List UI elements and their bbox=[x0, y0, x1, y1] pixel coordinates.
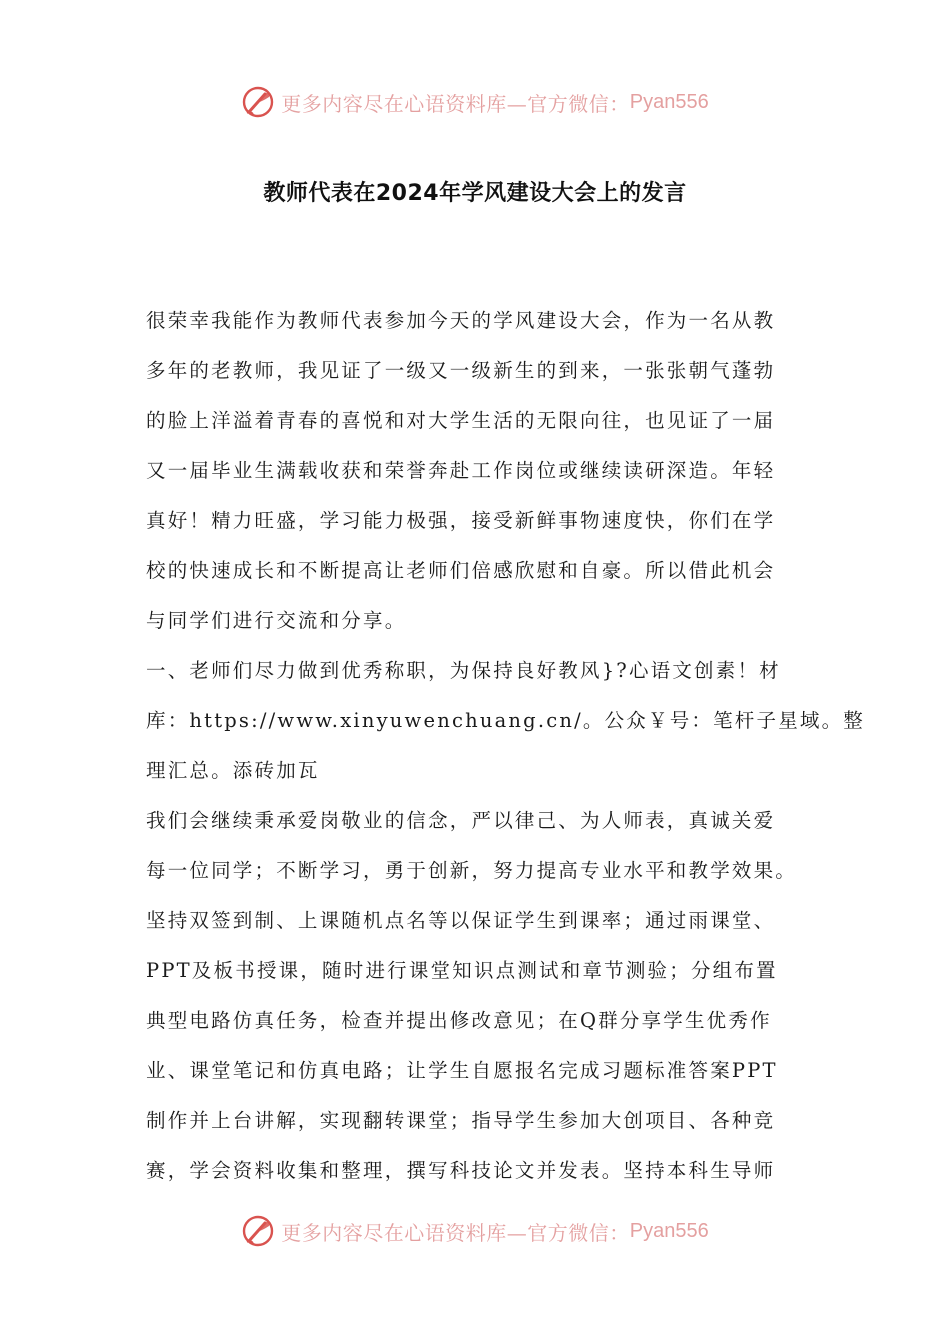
body-line: 多年的老教师，我见证了一级又一级新生的到来，一张张朝气蓬勃 bbox=[146, 359, 776, 382]
body-line: 业、课堂笔记和仿真电路；让学生自愿报名完成习题标准答案PPT bbox=[146, 1059, 778, 1082]
body-line: 与同学们进行交流和分享。 bbox=[146, 609, 407, 632]
body-line: 的脸上洋溢着青春的喜悦和对大学生活的无限向往，也见证了一届 bbox=[146, 409, 776, 432]
section-heading-line: 一、老师们尽力做到优秀称职，为保持良好教风}?心语文创素！材 bbox=[146, 659, 781, 682]
body-line: PPT及板书授课，随时进行课堂知识点测试和章节测验；分组布置 bbox=[146, 959, 778, 982]
banner-text: 更多内容尽在心语资料库—官方微信： bbox=[281, 91, 630, 116]
body-line: 校的快速成长和不断提高让老师们倍感欣慰和自豪。所以借此机会 bbox=[146, 559, 776, 582]
quill-pen-logo-icon bbox=[241, 85, 275, 119]
body-line: 每一位同学；不断学习，勇于创新，努力提高专业水平和教学效果。 bbox=[146, 859, 798, 882]
footer-banner bbox=[0, 1211, 950, 1251]
document-body bbox=[146, 296, 866, 1196]
body-line: 我们会继续秉承爱岗敬业的信念，严以律己、为人师表，真诚关爱 bbox=[146, 809, 776, 832]
banner-wechat-id: Pyan556 bbox=[629, 1219, 709, 1242]
body-line: 典型电路仿真任务，检查并提出修改意见；在Q群分享学生优秀作 bbox=[146, 1009, 772, 1032]
banner-text: 更多内容尽在心语资料库—官方微信： bbox=[281, 1220, 630, 1245]
document-title: 教师代表在2024年学风建设大会上的发言 bbox=[263, 181, 687, 206]
banner-wechat-id: Pyan556 bbox=[629, 90, 709, 113]
body-line: 真好！精力旺盛，学习能力极强，接受新鲜事物速度快，你们在学 bbox=[146, 509, 776, 532]
body-line: 很荣幸我能作为教师代表参加今天的学风建设大会，作为一名从教 bbox=[146, 309, 776, 332]
body-line: 坚持双签到制、上课随机点名等以保证学生到课率；通过雨课堂、 bbox=[146, 909, 776, 932]
body-line: 又一届毕业生满载收获和荣誉奔赴工作岗位或继续读研深造。年轻 bbox=[146, 459, 776, 482]
body-line: 库：https://www.xinyuwenchuang.cn/。公众￥号：笔杆子星域。整 bbox=[146, 709, 866, 732]
body-line: 赛，学会资料收集和整理，撰写科技论文并发表。坚持本科生导师 bbox=[146, 1159, 776, 1182]
body-line: 理汇总。添砖加瓦 bbox=[146, 759, 320, 782]
body-line: 制作并上台讲解，实现翻转课堂；指导学生参加大创项目、各种竞 bbox=[146, 1109, 776, 1132]
quill-pen-logo-icon bbox=[241, 1214, 275, 1248]
header-banner bbox=[0, 82, 950, 122]
